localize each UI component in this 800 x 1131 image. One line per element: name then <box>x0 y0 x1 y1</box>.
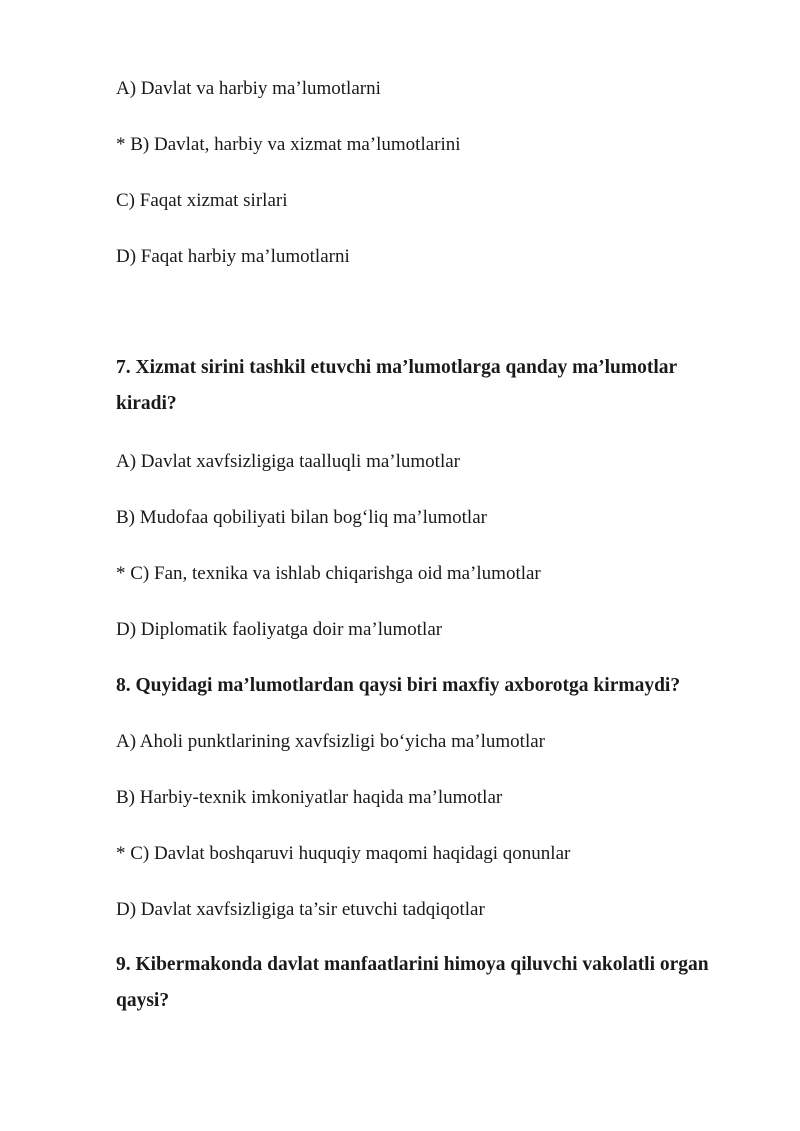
answer-option: D) Faqat harbiy ma’lumotlarni <box>116 246 350 267</box>
question-9-text: 9. Kibermakonda davlat manfaatlarini himoya qiluvchi vakolatli organ qaysi? <box>116 954 709 1011</box>
answer-option: D) Davlat xavfsizligiga ta’sir etuvchi tadqiqotlar <box>116 899 485 920</box>
answer-option-correct: * B) Davlat, harbiy va xizmat ma’lumotlarini <box>116 134 461 155</box>
answer-option: B) Mudofaa qobiliyati bilan bog‘liq ma’lumotlar <box>116 507 487 528</box>
answer-option: A) Aholi punktlarining xavfsizligi bo‘yicha ma’lumotlar <box>116 731 545 752</box>
answer-option: B) Harbiy-texnik imkoniyatlar haqida ma’lumotlar <box>116 787 503 808</box>
question-8-text: 8. Quyidagi ma’lumotlardan qaysi biri maxfiy axborotga kirmaydi? <box>116 675 681 696</box>
answer-option-correct: * C) Davlat boshqaruvi huquqiy maqomi haqidagi qonunlar <box>116 843 571 864</box>
answer-option: A) Davlat xavfsizligiga taalluqli ma’lumotlar <box>116 451 461 472</box>
question-7-text: 7. Xizmat sirini tashkil etuvchi ma’lumotlarga qanday ma’lumotlar kiradi? <box>116 357 677 414</box>
answer-option: C) Faqat xizmat sirlari <box>116 190 288 211</box>
answer-option: A) Davlat va harbiy ma’lumotlarni <box>116 78 381 99</box>
answer-option: D) Diplomatik faoliyatga doir ma’lumotlar <box>116 619 443 640</box>
answer-option-correct: * C) Fan, texnika va ishlab chiqarishga oid ma’lumotlar <box>116 563 541 584</box>
